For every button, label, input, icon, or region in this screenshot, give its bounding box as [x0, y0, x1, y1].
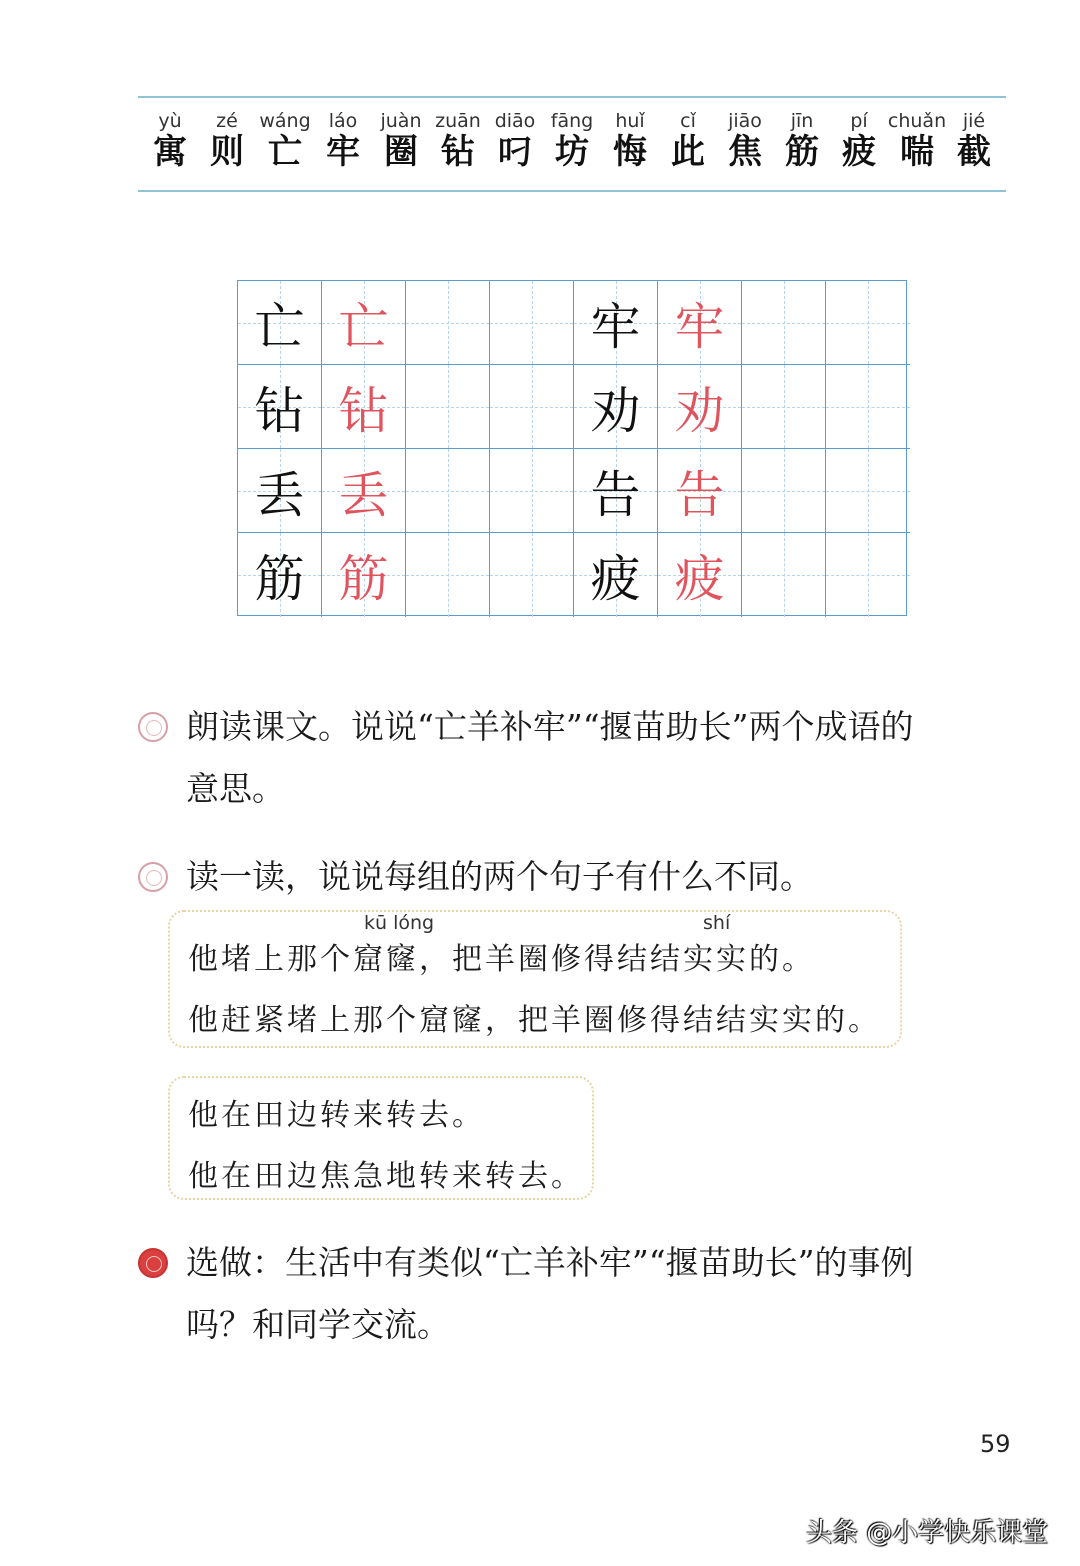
vocab-item [485, 98, 545, 172]
character: 悔 [613, 132, 647, 172]
blank-grid-cell [742, 533, 826, 617]
vocabulary-strip [138, 96, 1006, 192]
character: 此 [671, 132, 705, 172]
vocab-item [887, 98, 947, 172]
pinyin-annotation-kulong: kū lóng [364, 912, 435, 934]
vocab-item [944, 98, 1004, 172]
trace-character: 丢 [338, 465, 389, 524]
sentence: 他堵上那个窟窿，把羊圈修得结结实实的。 [188, 942, 815, 977]
pinyin: yù [158, 110, 182, 132]
pinyin-annotation-shi: shí [703, 912, 731, 934]
vocab-item [197, 98, 257, 172]
trace-character: 劝 [674, 381, 725, 440]
page-number: 59 [980, 1430, 1011, 1458]
blank-grid-cell [742, 281, 826, 365]
trace-character: 牢 [674, 297, 725, 356]
grid-cell [574, 365, 658, 449]
character: 截 [957, 132, 991, 172]
exercise-3-line-1: 选做：生活中有类似“亡羊补牢”“揠苗助长”的事例 [186, 1243, 914, 1282]
pinyin: juàn [380, 110, 422, 132]
pinyin: fāng [550, 110, 594, 132]
exercise-3-line-2: 吗？和同学交流。 [186, 1305, 450, 1344]
writing-practice-grid [237, 280, 907, 616]
blank-grid-cell [406, 449, 490, 533]
pinyin: láo [328, 110, 358, 132]
trace-character: 筋 [338, 550, 389, 608]
vocab-item [140, 98, 200, 172]
blank-grid-cell [826, 281, 910, 365]
pinyin: jiāo [728, 110, 762, 132]
grid-cell [238, 533, 322, 617]
character: 坊 [555, 132, 589, 172]
blank-grid-cell [742, 365, 826, 449]
character: 寓 [153, 132, 187, 172]
grid-cell [322, 281, 406, 365]
grid-cell [322, 449, 406, 533]
sentence: 他在田边转来转去。 [188, 1098, 485, 1133]
blank-grid-cell [826, 533, 910, 617]
optional-task-icon [138, 1248, 168, 1278]
grid-cell [322, 533, 406, 617]
grid-cell [322, 365, 406, 449]
sentence: 他赶紧堵上那个窟窿，把羊圈修得结结实实的。 [188, 1003, 881, 1038]
pinyin: pí [850, 110, 868, 132]
character: 喘 [900, 132, 934, 172]
vocab-item [658, 98, 718, 172]
model-character: 牢 [590, 297, 641, 356]
blank-grid-cell [406, 533, 490, 617]
pinyin: cǐ [680, 110, 696, 132]
pinyin: zuān [435, 110, 481, 132]
vocab-item [371, 98, 431, 172]
pinyin: jié [962, 110, 986, 132]
character: 叼 [498, 132, 532, 172]
blank-grid-cell [742, 449, 826, 533]
character: 筋 [785, 132, 819, 172]
blank-grid-cell [406, 365, 490, 449]
grid-cell [574, 533, 658, 617]
vocab-item [255, 98, 315, 172]
character: 焦 [728, 132, 762, 172]
pinyin: jīn [790, 110, 814, 132]
pinyin: zé [216, 110, 238, 132]
trace-character: 疲 [674, 550, 725, 608]
exercise-1-line-1: 朗读课文。说说“亡羊补牢”“揠苗助长”两个成语的 [186, 707, 914, 746]
grid-cell [658, 281, 742, 365]
model-character: 钻 [254, 381, 305, 440]
watermark: 头条 @小学快乐课堂 [806, 1518, 1049, 1548]
read-aloud-icon [138, 862, 168, 892]
grid-cell [658, 533, 742, 617]
grid-cell [574, 281, 658, 365]
vocab-item [428, 98, 488, 172]
exercise-1-line-2: 意思。 [186, 769, 285, 808]
pinyin: wáng [259, 110, 311, 132]
trace-character: 钻 [338, 381, 389, 440]
trace-character: 亡 [338, 297, 389, 356]
grid-cell [238, 365, 322, 449]
vocab-item [772, 98, 832, 172]
model-character: 丢 [254, 465, 305, 524]
exercise-2-text [186, 846, 1016, 908]
model-character: 劝 [590, 381, 641, 440]
character: 牢 [326, 132, 360, 172]
vocab-item [715, 98, 775, 172]
blank-grid-cell [490, 365, 574, 449]
character: 亡 [268, 132, 302, 172]
character: 圈 [384, 132, 418, 172]
read-aloud-icon [138, 712, 168, 742]
grid-cell [658, 365, 742, 449]
blank-grid-cell [490, 449, 574, 533]
vocab-item [313, 98, 373, 172]
vocab-item [542, 98, 602, 172]
pinyin: diāo [494, 110, 536, 132]
vocab-item [600, 98, 660, 172]
model-character: 告 [590, 465, 641, 524]
blank-grid-cell [490, 281, 574, 365]
character: 则 [210, 132, 244, 172]
blank-grid-cell [406, 281, 490, 365]
grid-cell [238, 449, 322, 533]
vocab-item [829, 98, 889, 172]
model-character: 筋 [254, 550, 305, 608]
grid-cell [658, 449, 742, 533]
trace-character: 告 [674, 465, 725, 524]
blank-grid-cell [490, 533, 574, 617]
model-character: 疲 [590, 550, 641, 608]
exercise-1-text [186, 696, 1016, 820]
model-character: 亡 [254, 297, 305, 356]
exercise-3-text [186, 1232, 1016, 1356]
pinyin: chuǎn [887, 110, 947, 132]
exercise-2-line-1: 读一读，说说每组的两个句子有什么不同。 [186, 857, 813, 896]
character: 钻 [441, 132, 475, 172]
grid-cell [574, 449, 658, 533]
blank-grid-cell [826, 449, 910, 533]
sentence: 他在田边焦急地转来转去。 [188, 1159, 584, 1194]
blank-grid-cell [826, 365, 910, 449]
character: 疲 [842, 132, 876, 172]
pinyin: huǐ [615, 110, 645, 132]
grid-cell [238, 281, 322, 365]
